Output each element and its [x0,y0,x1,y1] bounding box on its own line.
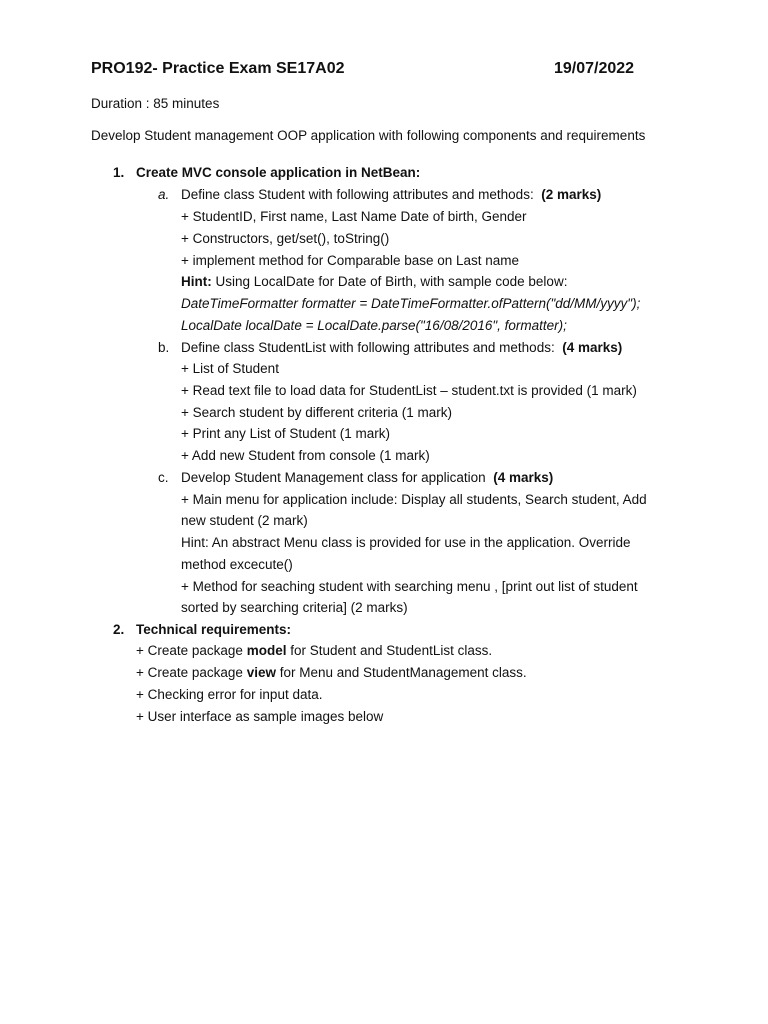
item-c-text: Develop Student Management class for application [181,470,486,485]
item-b-detail: + Read text file to load data for StudentList – student.txt is provided (1 mark) [181,383,637,398]
section2-number: 2. [113,622,125,637]
item-b-detail: + List of Student [181,361,279,376]
item-b-marker: b. [158,340,170,355]
tech-req-text: for Menu and StudentManagement class. [275,665,527,680]
exam-date: 19/07/2022 [554,60,635,77]
tech-req-line: + Checking error for input data. [136,687,323,702]
item-a-detail: + Constructors, get/set(), toString() [181,231,390,246]
item-c-marks: (4 marks) [493,470,554,485]
item-c-detail: new student (2 mark) [181,513,308,528]
item-a-text: Define class Student with following attributes and methods: [181,187,534,202]
intro-text: Develop Student management OOP application with following components and requirements [91,128,646,143]
tech-req-line [136,642,492,660]
item-b-marks: (4 marks) [562,340,623,355]
section2-title: Technical requirements: [136,622,292,637]
item-a-marks: (2 marks) [541,187,602,202]
item-c-marker: c. [158,470,169,485]
tech-req-text: + Create package [136,665,247,680]
item-c-detail: + Main menu for application include: Display all students, Search student, Add [181,492,647,507]
item-b-detail: + Add new Student from console (1 mark) [181,448,430,463]
duration-text: Duration : 85 minutes [91,96,220,111]
section1-number: 1. [113,165,125,180]
code-line: DateTimeFormatter formatter = DateTimeFormatter.ofPattern("dd/MM/yyyy"); [181,296,641,311]
item-a-hint [181,273,567,291]
tech-req-text: for Student and StudentList class. [286,643,493,658]
item-a-marker: a. [158,187,170,202]
tech-req-line [136,664,527,682]
package-view: view [246,665,276,680]
item-b-detail: + Search student by different criteria (1 mark) [181,405,452,420]
item-a-detail: + implement method for Comparable base on Last name [181,253,520,268]
item-b-detail: + Print any List of Student (1 mark) [181,426,390,441]
hint-label: Hint: [181,274,212,289]
item-b-line [181,339,622,357]
package-model: model [246,643,287,658]
item-a-line [181,186,601,204]
item-c-detail: method excecute() [181,557,293,572]
item-c-line [181,469,553,487]
item-b-text: Define class StudentList with following attributes and methods: [181,340,555,355]
item-a-detail: + StudentID, First name, Last Name Date of birth, Gender [181,209,527,224]
hint-text: Using LocalDate for Date of Birth, with sample code below: [215,274,568,289]
item-c-detail: sorted by searching criteria] (2 marks) [181,600,408,615]
tech-req-line: + User interface as sample images below [136,709,384,724]
code-line: LocalDate localDate = LocalDate.parse("16/08/2016", formatter); [181,318,567,333]
exam-title: PRO192- Practice Exam SE17A02 [91,60,345,77]
item-c-detail: Hint: An abstract Menu class is provided for use in the application. Override [181,535,631,550]
section1-title: Create MVC console application in NetBean: [136,165,421,180]
item-c-detail: + Method for seaching student with searching menu , [print out list of student [181,579,638,594]
tech-req-text: + Create package [136,643,247,658]
